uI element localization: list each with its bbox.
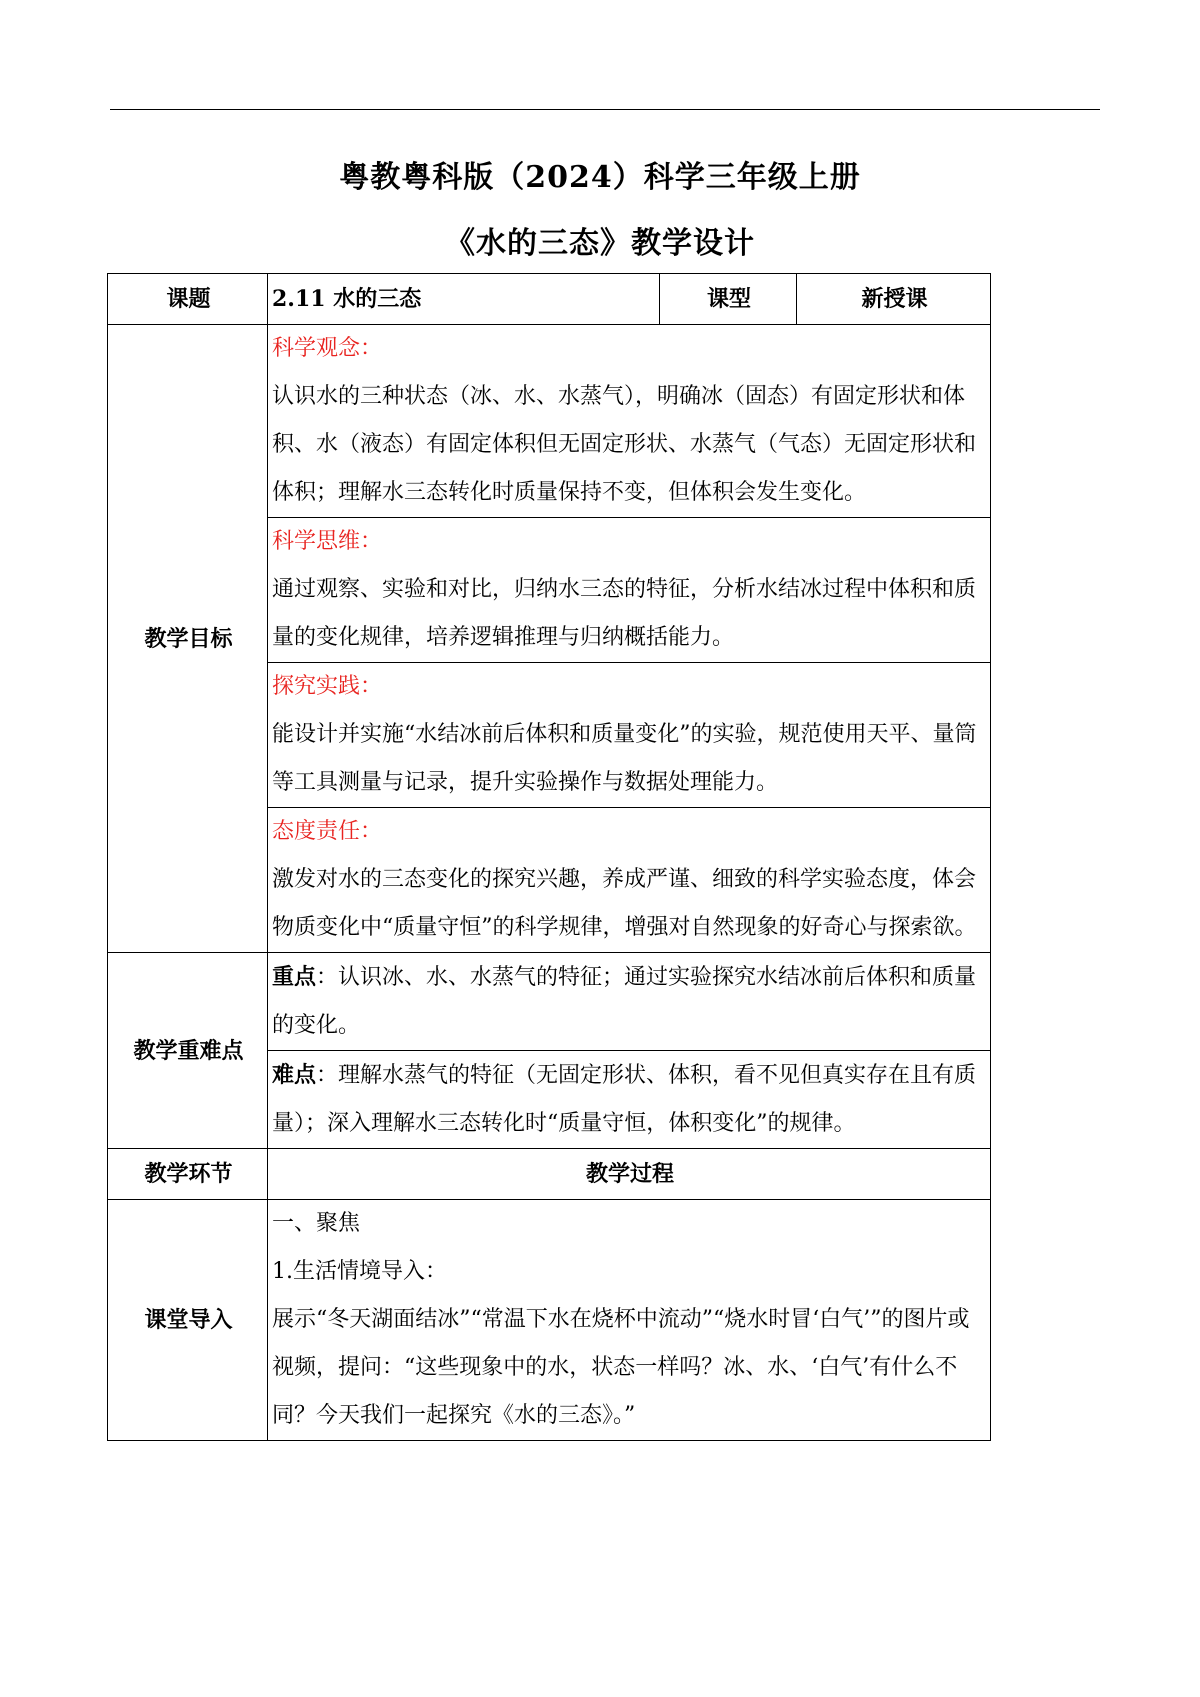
stage-header: 教学环节 — [108, 1149, 268, 1200]
topic-label: 课题 — [108, 274, 268, 325]
intro-line: 一、聚焦 — [272, 1211, 361, 1236]
goals-label: 教学目标 — [108, 325, 268, 953]
intro-content — [268, 1200, 991, 1441]
goal-text: 激发对水的三态变化的探究兴趣，养成严谨、细致的科学实验态度，体会物质变化中“质量守恒”的科学规律，增强对自然现象的好奇心与探索欲。 — [272, 867, 977, 940]
lesson-plan-table — [107, 273, 991, 1441]
key-point-text: ：认识冰、水、水蒸气的特征；通过实验探究水结冰前后体积和质量的变化。 — [272, 965, 977, 1038]
goal-heading: 科学观念： — [272, 336, 383, 361]
key-point-cell — [268, 953, 991, 1051]
goal-section — [268, 325, 991, 518]
topic-row — [108, 274, 991, 325]
document-subtitle: 《水的三态》教学设计 — [445, 226, 755, 261]
goal-heading: 探究实践： — [272, 674, 383, 699]
intro-line: 展示“冬天湖面结冰”“常温下水在烧杯中流动”“烧水时冒‘白气’”的图片或视频，提问：“这些现象中的水，状态一样吗？冰、水、‘白气’有什么不同？今天我们一起探究《水的三态》。” — [272, 1307, 970, 1428]
goal-text: 能设计并实施“水结冰前后体积和质量变化”的实验，规范使用天平、量筒等工具测量与记录，提升实验操作与数据处理能力。 — [272, 722, 977, 795]
process-header-row — [108, 1149, 991, 1200]
lesson-type-label: 课型 — [660, 274, 797, 325]
goal-text: 通过观察、实验和对比，归纳水三态的特征，分析水结冰过程中体积和质量的变化规律，培养逻辑推理与归纳概括能力。 — [272, 577, 977, 650]
topic-value: 2.11 水的三态 — [268, 274, 660, 325]
process-header: 教学过程 — [268, 1149, 991, 1200]
document-title: 粤教粤科版（2024）科学三年级上册 — [339, 160, 861, 195]
key-points-label: 教学重难点 — [108, 953, 268, 1149]
goal-section — [268, 518, 991, 663]
goal-heading: 科学思维： — [272, 529, 383, 554]
intro-row — [108, 1200, 991, 1441]
intro-line: 1.生活情境导入： — [272, 1259, 447, 1284]
goals-row-1 — [108, 325, 991, 518]
key-point-label: 重点 — [272, 964, 317, 990]
lesson-type-value: 新授课 — [797, 274, 991, 325]
header-rule — [110, 109, 1100, 110]
difficulty-cell — [268, 1051, 991, 1149]
difficulty-label: 难点 — [272, 1062, 317, 1088]
goal-section — [268, 663, 991, 808]
key-points-row-1 — [108, 953, 991, 1051]
goal-section — [268, 808, 991, 953]
goal-text: 认识水的三种状态（冰、水、水蒸气），明确冰（固态）有固定形状和体积、水（液态）有固定体积但无固定形状、水蒸气（气态）无固定形状和体积；理解水三态转化时质量保持不变，但体积会发生变化。 — [272, 384, 977, 505]
intro-label: 课堂导入 — [108, 1200, 268, 1441]
goal-heading: 态度责任： — [272, 819, 383, 844]
difficulty-text: ：理解水蒸气的特征（无固定形状、体积，看不见但真实存在且有质量）；深入理解水三态转化时“质量守恒，体积变化”的规律。 — [272, 1063, 977, 1136]
